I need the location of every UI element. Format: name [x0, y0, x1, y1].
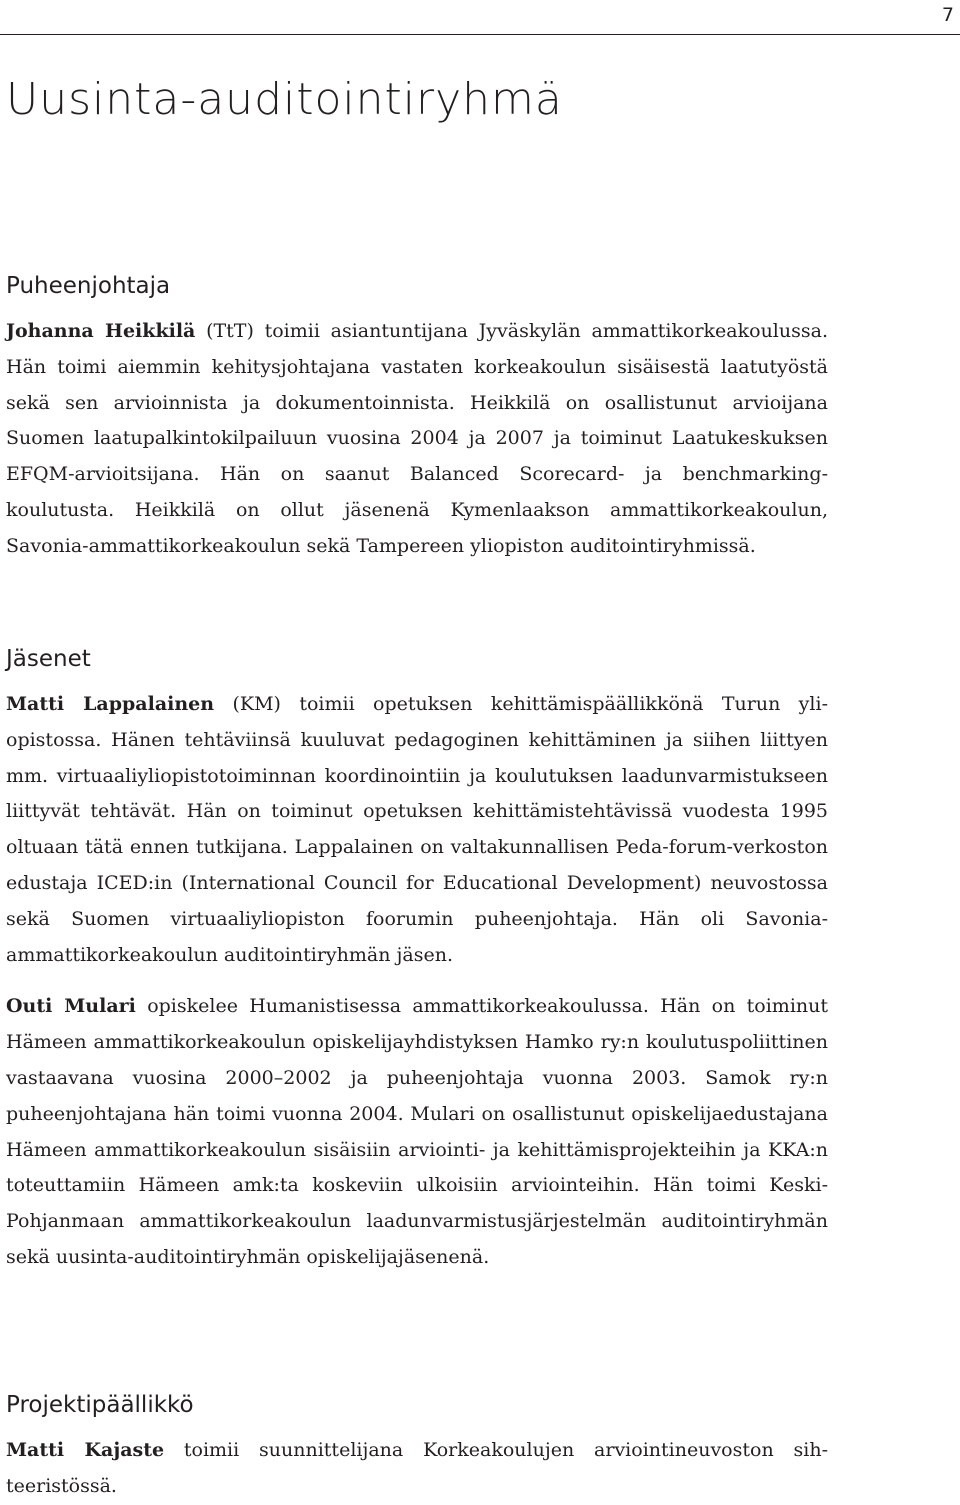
section-heading-chair: Puheenjohtaja: [6, 273, 171, 299]
bio-paragraph-kajaste: [6, 1433, 828, 1505]
section-members: [6, 643, 828, 1276]
bio-text: (KM) toimii opetuksen kehittämispäällikkönä Turun yliopistossa. Hänen tehtäviinsä kuuluvat pedagoginen kehittäminen ja siihen liittyen mm. virtuaaliyliopistotoiminnan koordinointiin ja koulutuksen laadunvarmistukseen liittyvät tehtävät. Hän on toiminut opetuksen kehittämistehtävissä vuodesta 1995 oltuaan tätä ennen tutkijana. Lappalainen on valtakunnallisen Peda-forum-verkoston edustaja ICED:in (International Council for Educational Development) neuvostossa sekä Suomen virtuaaliyliopiston foorumin puheenjohtaja. Hän oli Savonia-ammattikorkeakoulun auditointiryhmän jäsen.: [6, 693, 828, 966]
section-heading-project-manager: Projektipäällikkö: [6, 1392, 194, 1418]
person-name: Outi Mulari: [6, 995, 136, 1018]
bio-text: toimii suunnittelijana Korkeakoulujen arviointineuvoston sihteeristössä.: [6, 1439, 828, 1497]
header-rule: [0, 34, 960, 35]
section-heading-members: Jäsenet: [6, 646, 91, 672]
section-project-manager: [6, 1389, 828, 1505]
person-name: Johanna Heikkilä: [6, 320, 196, 342]
person-name: Matti Lappalainen: [6, 693, 215, 715]
section-chair: [6, 270, 828, 565]
person-name: Matti Kajaste: [6, 1439, 165, 1461]
bio-paragraph-mulari: [6, 989, 828, 1275]
page-number: 7: [941, 4, 954, 26]
bio-paragraph-lappalainen: [6, 687, 828, 973]
bio-text: opiskelee Humanistisessa ammattikorkeakoulussa. Hän on toiminut Hämeen ammattikorkeakoulun opiskelijayhdistyksen Hamko ry:n koulutuspoliittinen vastaavana vuosina 2000–2002 ja puheenjohtaja vuonna 2003. Samok ry:n puheenjohtajana hän toimi vuonna 2004. Mulari on osallistunut opiskelijaedustajana Hämeen ammattikorkeakoulun sisäisiin arviointi- ja kehittämisprojekteihin ja KKA:n toteuttamiin Hämeen amk:ta koskeviin ulkoisiin arviointeihin. Hän toimi Keski-Pohjanmaan ammattikorkeakoulun laadunvarmistusjärjestelmän auditointiryhmän sekä uusinta-auditointiryhmän opiskelijajäsenenä.: [6, 995, 829, 1268]
bio-text: (TtT) toimii asiantuntijana Jyväskylän ammattikorkeakoulussa. Hän toimi aiemmin kehitysjohtajana vastaten korkeakoulun sisäisestä laatutyöstä sekä sen arvioinnista ja dokumentoinnista. Heikkilä on osallistunut arvioijana Suomen laatupalkintokilpailuun vuosina 2004 ja 2007 ja toiminut Laatukeskuksen EFQM-arvioitsijana. Hän on saanut Balanced Scorecard- ja benchmarking-koulutusta. Heikkilä on ollut jäsenenä Kymenlaakson ammattikorkeakoulun, Savonia-ammattikorkeakoulun sekä Tampereen yliopiston auditointiryhmissä.: [6, 320, 828, 557]
page-title: Uusinta-auditointiryhmä: [6, 74, 563, 125]
bio-paragraph-heikkila: [6, 314, 828, 565]
